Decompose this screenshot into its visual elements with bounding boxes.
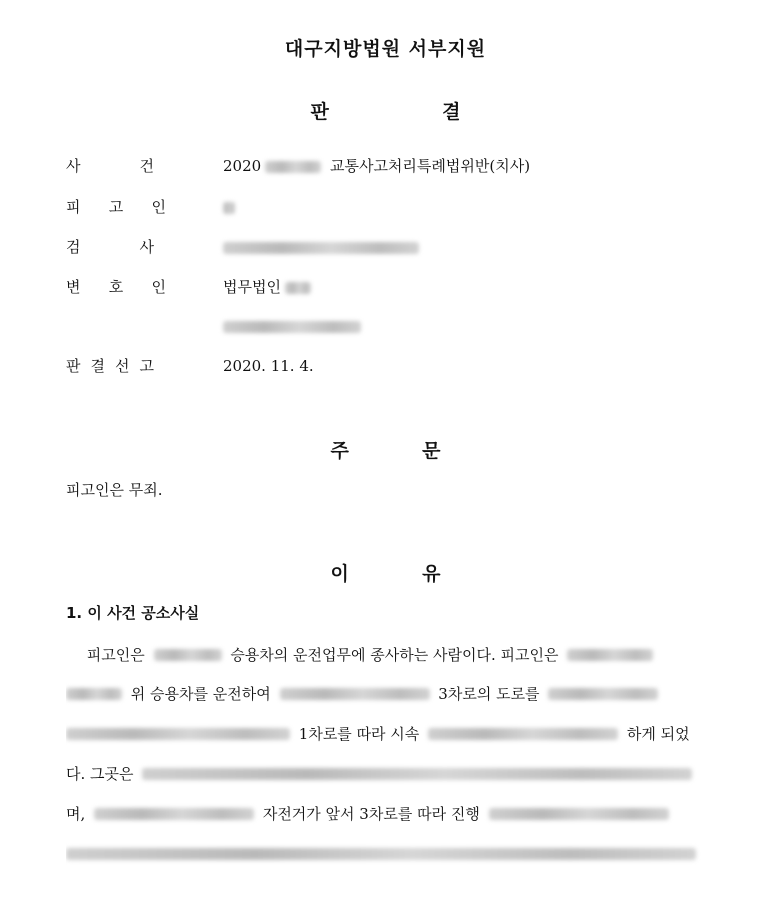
paragraph-line xyxy=(66,680,710,706)
paragraph-text: 승용차의 운전업무에 종사하는 사람이다. 피고인은 xyxy=(230,646,559,664)
reason-heading-left: 이 xyxy=(330,563,349,585)
redacted-text xyxy=(142,768,692,780)
reason-heading-right: 유 xyxy=(422,563,441,585)
redacted-text xyxy=(66,728,290,740)
order-text: 피고인은 무죄. xyxy=(66,481,163,499)
paragraph-text: 피고인은 xyxy=(86,646,145,664)
redacted-text xyxy=(428,728,618,740)
redacted-text xyxy=(489,808,669,820)
section-1-title: 1. 이 사건 공소사실 xyxy=(66,604,200,622)
label-char: 인 xyxy=(151,198,166,216)
paragraph-text: 1차로를 따라 시속 xyxy=(298,725,420,743)
redacted-text xyxy=(548,688,658,700)
field-sentence-date-label xyxy=(66,354,154,378)
label-char: 사 xyxy=(139,238,154,256)
paragraph-text: 하게 되었 xyxy=(626,725,690,743)
redacted-firm-name xyxy=(285,282,311,294)
paragraph-line xyxy=(66,760,710,786)
field-case-label xyxy=(66,154,154,178)
paragraph-line xyxy=(66,641,710,667)
field-sentence-date-value: 2020. 11. 4. xyxy=(223,357,314,375)
redacted-text xyxy=(567,649,653,661)
label-char: 검 xyxy=(66,238,81,256)
label-char: 피 xyxy=(66,198,81,216)
paragraph-text: 자전거가 앞서 3차로를 따라 진행 xyxy=(262,805,480,823)
case-number-prefix: 2020 xyxy=(223,157,262,175)
order-heading-right: 문 xyxy=(422,440,441,462)
field-defendant-label xyxy=(66,195,166,219)
field-counsel-attorneys-value xyxy=(223,314,365,338)
label-char: 건 xyxy=(139,157,154,175)
order-heading-left: 주 xyxy=(330,440,349,462)
field-counsel-value xyxy=(223,275,315,299)
paragraph-text: 위 승용차를 운전하여 xyxy=(130,685,271,703)
redacted-text xyxy=(66,848,696,860)
label-char: 호 xyxy=(108,278,124,296)
judgment-title-right: 결 xyxy=(442,101,461,123)
label-char: 선 xyxy=(115,357,130,375)
redacted-text xyxy=(66,688,122,700)
judgment-title xyxy=(0,97,771,124)
field-counsel-label xyxy=(66,275,166,299)
field-prosecutor-value xyxy=(223,235,423,259)
label-char: 결 xyxy=(90,357,105,375)
reason-heading xyxy=(0,559,771,586)
redacted-text xyxy=(154,649,222,661)
field-defendant-value xyxy=(223,195,239,219)
label-char: 인 xyxy=(151,278,166,296)
redacted-prosecutor xyxy=(223,242,419,254)
counsel-firm: 법무법인 xyxy=(223,278,281,296)
label-char: 고 xyxy=(108,198,124,216)
redacted-text xyxy=(280,688,430,700)
judgment-title-left: 판 xyxy=(310,101,329,123)
paragraph-text: 다. 그곳은 xyxy=(66,765,134,783)
redacted-defendant xyxy=(223,202,235,214)
label-char: 사 xyxy=(66,157,81,175)
redacted-attorneys xyxy=(223,321,361,333)
label-char: 변 xyxy=(66,278,81,296)
field-case-value xyxy=(223,154,530,178)
paragraph-text: 며, xyxy=(66,805,86,823)
redacted-case-number xyxy=(265,161,321,173)
label-char: 판 xyxy=(66,357,81,375)
paragraph-text: 3차로의 도로를 xyxy=(438,685,540,703)
paragraph-line xyxy=(66,840,710,866)
case-name: 교통사고처리특례법위반(치사) xyxy=(329,157,531,175)
label-char: 고 xyxy=(139,357,154,375)
paragraph-line xyxy=(66,800,710,826)
field-prosecutor-label xyxy=(66,235,154,259)
paragraph-line xyxy=(66,720,710,746)
order-heading xyxy=(0,436,771,463)
court-name: 대구지방법원 서부지원 xyxy=(284,38,487,60)
redacted-text xyxy=(94,808,254,820)
